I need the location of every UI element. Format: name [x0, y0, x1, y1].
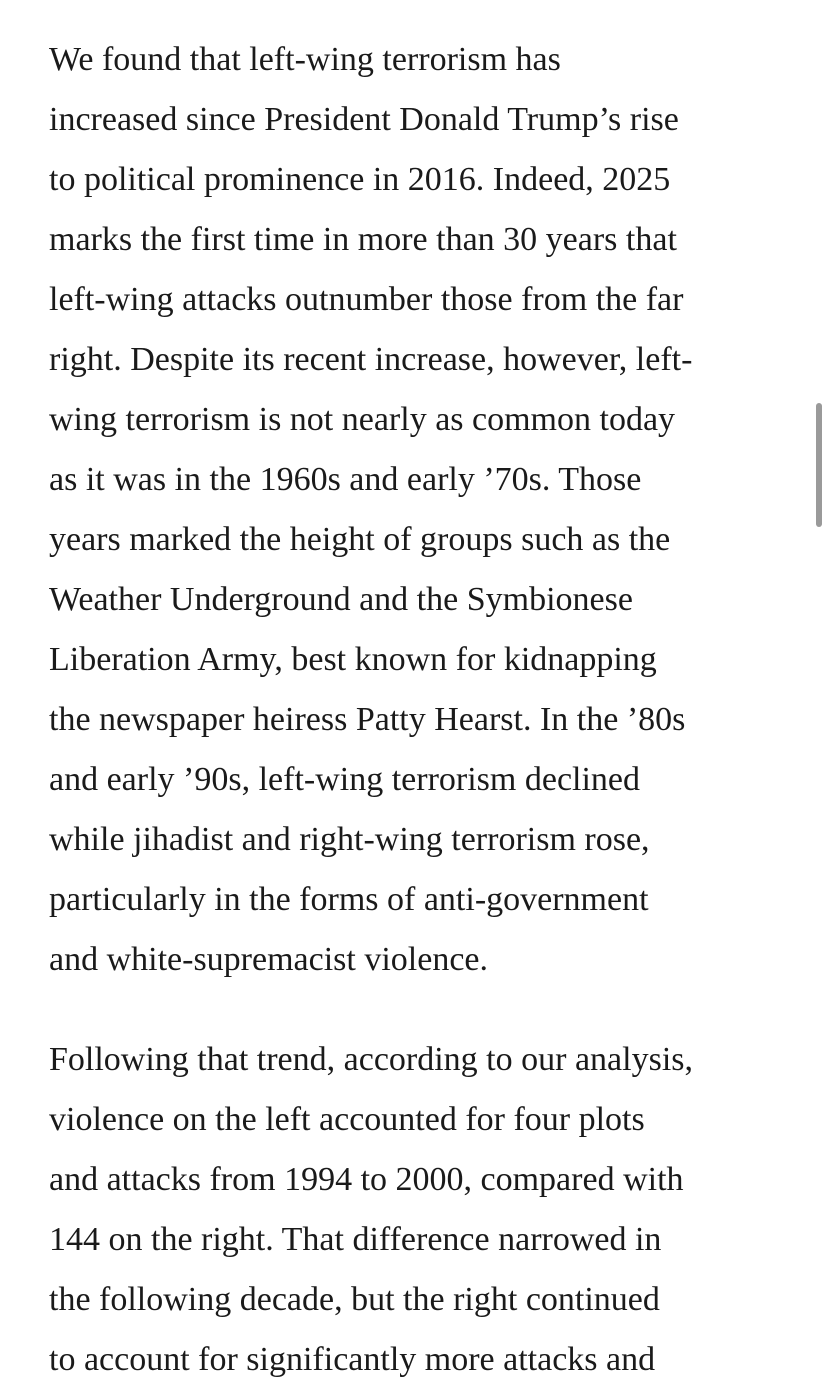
- text-line: violence on the left accounted for four plots: [49, 1101, 645, 1138]
- text-line: years marked the height of groups such as the: [49, 521, 671, 558]
- article-body: [49, 30, 789, 1400]
- paragraph-2: [49, 1030, 789, 1390]
- text-line: right. Despite its recent increase, however, left-: [49, 341, 693, 378]
- text-line: left-wing attacks outnumber those from the far: [49, 281, 684, 318]
- text-line: increased since President Donald Trump’s rise: [49, 101, 679, 138]
- text-line: and early ’90s, left-wing terrorism declined: [49, 761, 641, 798]
- text-line: particularly in the forms of anti-government: [49, 881, 649, 918]
- text-line: and white-supremacist violence.: [49, 941, 489, 978]
- text-line: the newspaper heiress Patty Hearst. In the ’80s: [49, 701, 686, 738]
- text-line: the following decade, but the right continued: [49, 1281, 660, 1318]
- text-line: Following that trend, according to our analysis,: [49, 1041, 693, 1078]
- text-line: Liberation Army, best known for kidnapping: [49, 641, 657, 678]
- text-line: and attacks from 1994 to 2000, compared with: [49, 1161, 684, 1198]
- text-line: Weather Underground and the Symbionese: [49, 581, 633, 618]
- text-line: to political prominence in 2016. Indeed, 2025: [49, 161, 671, 198]
- paragraph-1: [49, 30, 789, 990]
- text-line: as it was in the 1960s and early ’70s. Those: [49, 461, 642, 498]
- text-line: wing terrorism is not nearly as common today: [49, 401, 676, 438]
- text-line: 144 on the right. That difference narrowed in: [49, 1221, 662, 1258]
- text-line: marks the first time in more than 30 years that: [49, 221, 677, 258]
- text-line: We found that left-wing terrorism has: [49, 41, 561, 78]
- text-line: while jihadist and right-wing terrorism rose,: [49, 821, 650, 858]
- text-line: to account for significantly more attacks and: [49, 1341, 656, 1378]
- scrollbar-thumb[interactable]: [816, 403, 822, 527]
